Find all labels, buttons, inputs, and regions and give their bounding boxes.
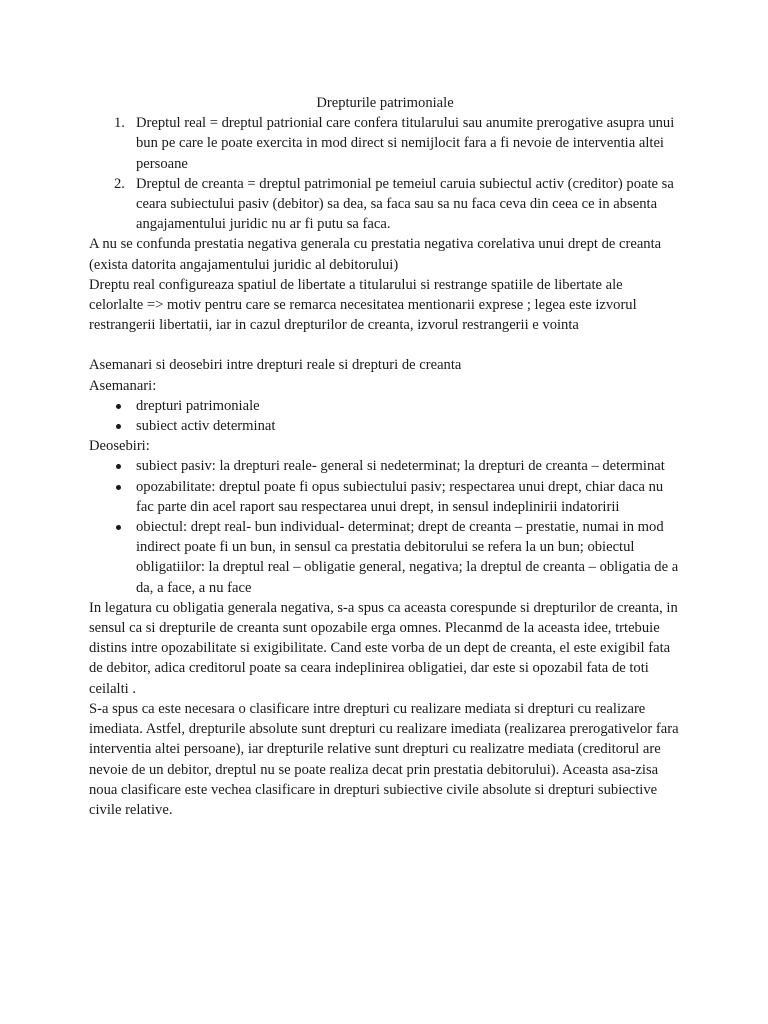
- bullet-icon: [89, 416, 136, 436]
- paragraph: Dreptu real configureaza spatiul de libertate a titularului si restrange spatiile de libertate ale celorlalte => motiv pentru care se remarca necesitatea mentionarii exprese ; legea este izvorul restrangerii libertatii, iar in cazul drepturilor de creanta, izvorul restrangerii e vointa: [89, 276, 637, 334]
- bullet-text: subiect activ determinat: [136, 418, 276, 435]
- list-item-text: Dreptul real = dreptul patrionial care confera titularului sau anumite prerogative asupra unui bun pe care le poate exercita in mod direct si nemijlocit fara a fi nevoie de interventia altei persoane: [136, 115, 675, 172]
- list-item-text: Dreptul de creanta = dreptul patrimonial pe temeiul caruia subiectul activ (creditor) poate sa ceara subiectului pasiv (debitor) sa dea, sa faca sau sa nu faca ceva din ceea ce in absenta angajamentului juridic nu ar fi putu sa faca.: [136, 175, 674, 233]
- asemanari-list: [89, 396, 679, 436]
- list-number: 2.: [114, 175, 125, 192]
- bullet-text: drepturi patrimoniale: [136, 397, 260, 414]
- bullet-item: [89, 396, 679, 416]
- paragraph: In legatura cu obligatia generala negativa, s-a spus ca aceasta corespunde si drepturilor de creanta, in sensul ca si drepturile de creanta sunt opozabile erga omnes. Plecanmd de la aceasta idee, trtebuie distins intre opozabilitate si exigibilitate. Cand este vorba de un dept de creanta, el este exigibil fata de debitor, adica creditorul poate sa ceara indeplinirea obligatiei, dar este si opozabil fata de toti ceilalti .: [89, 599, 678, 697]
- deosebiri-label: Deosebiri:: [89, 438, 150, 455]
- bullet-item: [89, 416, 679, 436]
- list-number: 1.: [114, 115, 125, 132]
- blank-line: [89, 335, 679, 355]
- bullet-icon: [89, 456, 136, 476]
- bullet-text: opozabilitate: dreptul poate fi opus subiectului pasiv; respectarea unui drept, chiar daca nu fac parte din acel raport sau respectarea unui drept, in sensul indeplinirii indatoririi: [136, 478, 664, 515]
- numbered-list-item: [89, 174, 679, 235]
- bullet-item: [89, 477, 679, 517]
- bullet-text: subiect pasiv: la drepturi reale- general si nedeterminat; la drepturi de creanta – determinat: [136, 458, 665, 475]
- paragraph: S-a spus ca este necesara o clasificare intre drepturi cu realizare mediata si drepturi cu realizare imediata. Astfel, drepturile absolute sunt drepturi cu realizare imediata (realizarea prerogativelor fara interventia altei persoane), iar drepturile relative sunt drepturi cu realizatre mediata (creditorul are nevoie de un debitor, dreptul nu se poate realiza decat prin prestatia debitorului). Aceasta asa-zisa noua clasificare este vechea clasificare in drepturi subiective civile absolute si drepturi subiective civile relative.: [89, 700, 679, 818]
- bullet-text: obiectul: drept real- bun individual- determinat; drept de creanta – prestatie, numai in mod indirect poate fi un bun, in sensul ca prestatia debitorului se refera la un bun; obiectul obligatiilor: la dreptul real – obligatie general, negativa; la dreptul de creanta – obligatia de a da, a face, a nu face: [136, 519, 679, 596]
- numbered-list-item: [89, 113, 679, 174]
- bullet-icon: [89, 396, 136, 416]
- asemanari-label: Asemanari:: [89, 377, 157, 394]
- bullet-item: [89, 456, 679, 476]
- bullet-icon: [89, 477, 136, 517]
- deosebiri-list: [89, 456, 679, 597]
- section-heading: Asemanari si deosebiri intre drepturi reale si drepturi de creanta: [89, 357, 462, 374]
- paragraph: A nu se confunda prestatia negativa generala cu prestatia negativa corelativa unui drept de creanta (exista datorita angajamentului juridic al debitorului): [89, 236, 662, 273]
- bullet-item: [89, 517, 679, 598]
- document-title: Drepturile patrimoniale: [316, 95, 454, 111]
- document-body: [89, 93, 679, 820]
- numbered-list: [89, 113, 679, 234]
- bullet-icon: [89, 517, 136, 598]
